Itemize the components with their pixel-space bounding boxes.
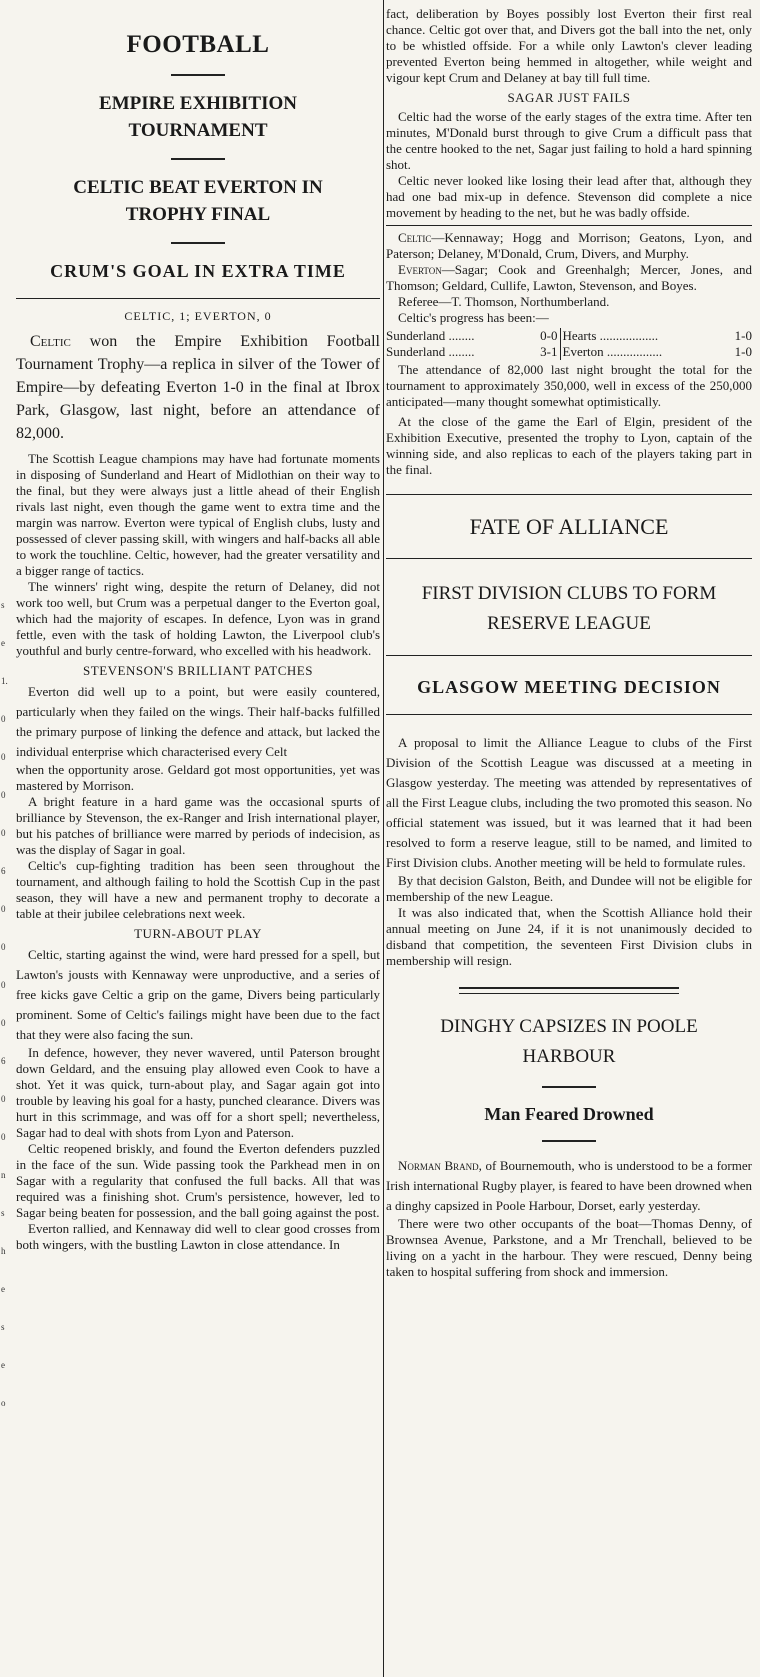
- team-everton-lineup: —Sagar; Cook and Greenhalgh; Mercer, Jones, and Thomson; Geldard, Cullife, Lawton, Stevenson, and Boyes.: [386, 262, 752, 293]
- divider: [16, 298, 380, 299]
- margin-fragment: 0: [1, 752, 6, 762]
- paragraph: At the close of the game the Earl of Elgin, president of the Exhibition Executive, presented the trophy to Lyon, captain of the winning side, and also replicas to each of the players taking part in the final.: [386, 414, 752, 477]
- lead-first-word: Celtic: [30, 333, 71, 350]
- headline-crums-goal: CRUM'S GOAL IN EXTRA TIME: [50, 261, 346, 281]
- team-celtic: [386, 230, 752, 262]
- paragraph: There were two other occupants of the boat—Thomas Denny, of Brownsea Avenue, Parkstone, and a Mr Trenchall, believed to be living on a yacht in the harbour. They were rescued, Denny being taken to hospital suffering from shock and immersion.: [386, 1216, 752, 1279]
- subheading-turn-about: TURN-ABOUT PLAY: [134, 926, 262, 941]
- column-rule: [383, 0, 384, 1677]
- result-team: Sunderland ........: [386, 328, 475, 343]
- paragraph: Everton rallied, and Kennaway did well to clear good crosses from both wingers, with the bustling Lawton in close attendance. In: [16, 1221, 380, 1252]
- divider: [542, 1086, 596, 1088]
- headline-glasgow-meeting: GLASGOW MEETING DECISION: [417, 677, 721, 697]
- margin-fragment: s: [1, 1208, 5, 1218]
- paragraph: Celtic reopened briskly, and found the Everton defenders puzzled in the face of the sun. Wide passing took the Parkhead men in on Sagar with a regularity that confused the full backs. All that was required was a finishing shot. Crum's persistence, however, led to Sagar being beaten for possession, and the ball going against the post.: [16, 1141, 380, 1220]
- paragraph: [386, 1156, 752, 1216]
- headline-man-feared: Man Feared Drowned: [484, 1104, 654, 1124]
- margin-fragment: 0: [1, 714, 6, 724]
- divider: [171, 242, 225, 244]
- margin-fragment: 0: [1, 980, 6, 990]
- paragraph: Celtic had the worse of the early stages of the extra time. After ten minutes, M'Donald burst through to give Crum a difficult pass that the centre hooked to the net, Sagar just failing to hold a hard spinning shot.: [386, 109, 752, 172]
- team-celtic-lineup: —Kennaway; Hogg and Morrison; Geatons, Lyon, and Paterson; Delaney, M'Donald, Crum, Divers, and Murphy.: [386, 230, 752, 261]
- margin-fragment: s: [1, 600, 5, 610]
- result-opponent-score: 1-0: [734, 328, 752, 343]
- divider: [386, 225, 752, 226]
- paragraph: A bright feature in a hard game was the occasional spurts of brilliance by Stevenson, the ex-Ranger and Irish international player, but his patches of brilliance were marred by periods of indecision, as was the display of Sagar in goal.: [16, 794, 380, 857]
- table-row: [386, 328, 752, 344]
- margin-fragment: 0: [1, 828, 6, 838]
- divider: [542, 1140, 596, 1142]
- table-row: [386, 344, 752, 360]
- result-opponent: Everton .................: [560, 344, 724, 360]
- paragraph: The attendance of 82,000 last night brought the total for the tournament to approximately 350,000, well in excess of the 250,000 anticipated—many thought somewhat optimistically.: [386, 362, 752, 409]
- divider: [386, 494, 752, 495]
- paragraph-text: , of Bournemouth, who is understood to be a former Irish international Rugby player, is feared to have been drowned when a dinghy capsized in Poole Harbour, Dorset, early yesterday.: [386, 1158, 752, 1213]
- margin-fragment: e: [1, 1284, 5, 1294]
- result-opponent-score: 1-0: [734, 344, 752, 359]
- divider: [386, 714, 752, 715]
- paragraph: fact, deliberation by Boyes possibly lost Everton their first real chance. Celtic got over that, and Divers got the ball into the net, only to be whistled offside. For a while only Lawton's clever leading prevented Everton being hemmed in altogether, while weight and vigour kept Crum and Delaney at bay till full time.: [386, 6, 752, 85]
- paragraph: A proposal to limit the Alliance League to clubs of the First Division of the Scottish League was discussed at a meeting in Glasgow yesterday. The meeting was attended by representatives of all the First League clubs, including the two promoted this season. No official statement was issued, but it was learned that it had been resolved to form a reserve league, still to be named, and limited to First Division clubs. Another meeting will be held to formulate rules.: [386, 735, 752, 870]
- divider: [171, 74, 225, 76]
- margin-fragment: n: [1, 1170, 6, 1180]
- headline-fate-of-alliance: FATE OF ALLIANCE: [469, 514, 669, 539]
- left-margin-fragments: [0, 0, 14, 1677]
- margin-fragment: h: [1, 1246, 6, 1256]
- paragraph: Celtic never looked like losing their lead after that, although they had one bad mix-up in defence. Stevenson did complete a nice movement by heading to the net, but he was badly offside.: [386, 173, 752, 220]
- lead-text: won the Empire Exhibition Football Tournament Trophy—a replica in silver of the Tower of Empire—by defeating Everton 1-0 in the final at Ibrox Park, Glasgow, last night, before an attendance of 82,000.: [16, 333, 380, 442]
- headline-celtic-beat-everton: CELTIC BEAT EVERTON IN TROPHY FINAL: [73, 177, 323, 225]
- team-celtic-label: Celtic: [398, 230, 432, 245]
- margin-fragment: 0: [1, 1132, 6, 1142]
- result-score: 3-1: [540, 344, 558, 359]
- subheading-sagar: SAGAR JUST FAILS: [507, 90, 631, 105]
- margin-fragment: o: [1, 1398, 6, 1408]
- paragraph: The Scottish League champions may have had fortunate moments in disposing of Sunderland and Heart of Midlothian on their way to the final, but they were always just a little ahead of their English rivals last night, even though the game went to extra time and the margin was narrow. Everton were typical of English clubs, lusty and possessed of clever passing skill, with wingers and half-backs all able to work the touchline. Celtic, however, had the greater versatility and a bigger range of tactics.: [16, 451, 380, 578]
- lead-paragraph: [16, 330, 380, 445]
- margin-fragment: s: [1, 1322, 5, 1332]
- margin-fragment: 0: [1, 1094, 6, 1104]
- headline-dinghy: DINGHY CAPSIZES IN POOLE HARBOUR: [440, 1016, 698, 1067]
- paragraph: Everton did well up to a point, but were easily countered, particularly when they failed on the wings. Their half-backs fulfilled the primary purpose of linking the defence and attack, but lacked the individual enterprise which characterised every Celt: [16, 684, 380, 759]
- result-team: Sunderland ........: [386, 344, 475, 359]
- margin-fragment: 6: [1, 1056, 6, 1066]
- double-divider: [459, 987, 679, 994]
- progress-intro: Celtic's progress has been:—: [398, 310, 549, 325]
- paragraph: It was also indicated that, when the Scottish Alliance hold their annual meeting on June 24, if it is not unanimously decided to disband that competition, the seventeen First Division clubs in membership will resign.: [386, 905, 752, 968]
- margin-fragment: 0: [1, 1018, 6, 1028]
- divider: [171, 158, 225, 160]
- first-name: Norman Brand: [398, 1158, 479, 1173]
- divider: [386, 558, 752, 559]
- paragraph: By that decision Galston, Beith, and Dundee will not be eligible for membership of the new League.: [386, 873, 752, 904]
- margin-fragment: e: [1, 1360, 5, 1370]
- headline-football: FOOTBALL: [126, 31, 270, 58]
- paragraph: In defence, however, they never wavered, until Paterson brought down Geldard, and the ensuing play allowed even Cook to have a shot. Yet it was quick, turn-about play, and Sagar again got into trouble by leaving his goal for a hasty, punched clearance. Divers was hurt in this scrimmage, and was off for a short spell; nevertheless, Sagar had to deal with shots from Lyon and Paterson.: [16, 1045, 380, 1140]
- column-right: [386, 0, 752, 1677]
- team-everton-label: Everton: [398, 262, 442, 277]
- subheading-stevenson: STEVENSON'S BRILLIANT PATCHES: [83, 663, 313, 678]
- column-left: [16, 0, 380, 1677]
- team-everton: [386, 262, 752, 294]
- result-opponent: Hearts ..................: [560, 328, 724, 344]
- margin-fragment: 1.: [1, 676, 8, 686]
- margin-fragment: 0: [1, 790, 6, 800]
- score-line: CELTIC, 1; EVERTON, 0: [124, 309, 272, 323]
- headline-first-division: FIRST DIVISION CLUBS TO FORM RESERVE LEAGUE: [421, 583, 717, 634]
- result-score: 0-0: [540, 328, 558, 343]
- margin-fragment: 0: [1, 942, 6, 952]
- margin-fragment: 0: [1, 904, 6, 914]
- margin-fragment: 6: [1, 866, 6, 876]
- paragraph: when the opportunity arose. Geldard got most opportunities, yet was mastered by Morrison.: [16, 762, 380, 793]
- paragraph: The winners' right wing, despite the return of Delaney, did not work too well, but Crum was a perpetual danger to the Everton goal, which had the majority of escapes. In defence, Lyon was in grand fettle, even with the task of holding Lawton, the Liverpool club's youthful and burly centre-forward, who excelled with his headwork.: [16, 579, 380, 658]
- margin-fragment: e: [1, 638, 5, 648]
- headline-empire-exhibition: EMPIRE EXHIBITION TOURNAMENT: [99, 93, 297, 141]
- paragraph: Celtic's cup-fighting tradition has been seen throughout the tournament, and although failing to hold the Scottish Cup in the past season, they will have a new and permanent trophy to decorate a table at their jubilee celebrations next week.: [16, 858, 380, 921]
- divider: [386, 655, 752, 656]
- paragraph: Celtic, starting against the wind, were hard pressed for a spell, but Lawton's jousts with Kennaway were unproductive, and a series of free kicks gave Celtic a grip on the game, Divers being particularly prominent. Some of Celtic's failings might have been due to the fact that they were also facing the sun.: [16, 947, 380, 1042]
- results-table: [386, 328, 752, 360]
- referee: Referee—T. Thomson, Northumberland.: [398, 294, 610, 309]
